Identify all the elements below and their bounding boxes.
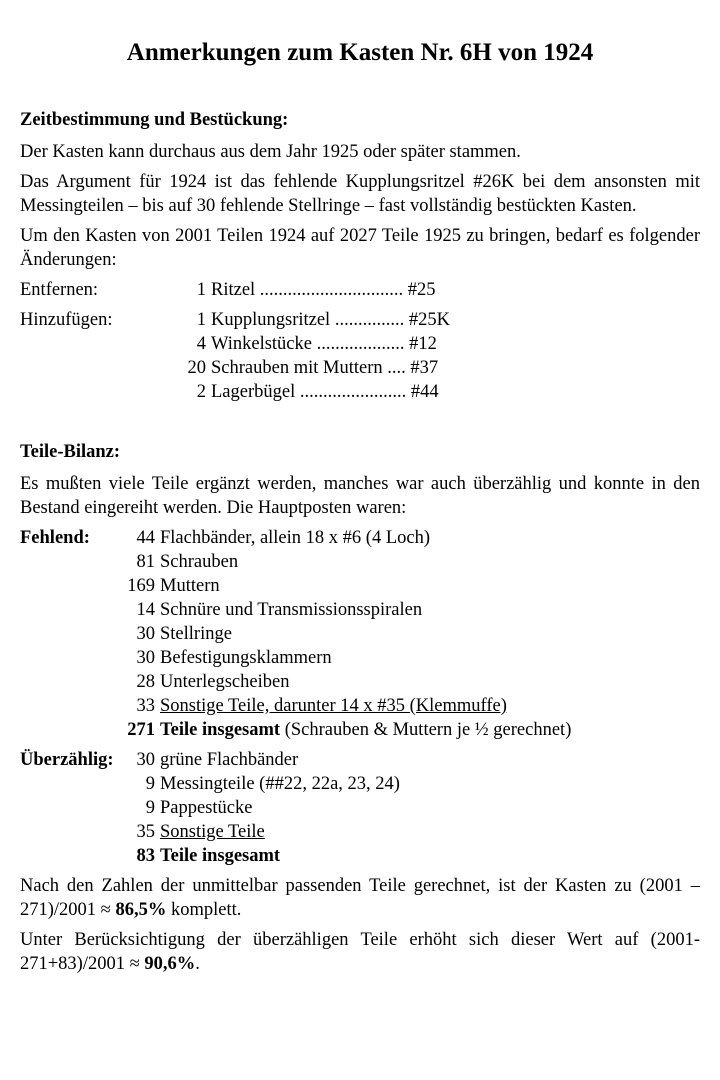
surplus-total-row (20, 844, 700, 868)
add-row (20, 332, 700, 356)
missing-row (20, 622, 700, 646)
underlined-entry (120, 820, 265, 844)
total-label: Teile insgesamt (160, 846, 281, 866)
document-page (20, 0, 700, 982)
paragraph: Der Kasten kann durchaus aus dem Jahr 1925 oder später stammen. (20, 142, 521, 162)
missing-row (20, 670, 700, 694)
qty: 44 (136, 528, 155, 548)
add-row (20, 380, 700, 404)
heading-teile-bilanz: Teile-Bilanz: (20, 442, 121, 462)
paragraph-completeness-adjusted: Unter Berücksichtigung der überzähligen Teile erhöht sich dieser Wert auf (2001-271+83)/2001 ≈ 90,6%. (20, 930, 700, 974)
item-text: Winkelstücke ................... #12 (211, 334, 437, 354)
missing-row (20, 550, 700, 574)
item-text: Sonstige Teile, darunter 14 x #35 (Klemmuffe) (160, 696, 507, 716)
missing-row (20, 646, 700, 670)
item-text: Schrauben (160, 552, 239, 572)
total-label: Teile insgesamt (160, 720, 281, 740)
qty: 9 (145, 774, 155, 794)
paragraph: Es mußten viele Teile ergänzt werden, manches war auch überzählig und konnte in den Bestand eingereiht werden. Die Hauptposten waren: (20, 474, 700, 518)
total-qty: 83 (136, 846, 155, 866)
surplus-row-underlined (20, 820, 700, 844)
qty: 30 (136, 624, 155, 644)
document-title: Anmerkungen zum Kasten Nr. 6H von 1924 (126, 39, 594, 66)
item-text: Befestigungsklammern (160, 648, 332, 668)
missing-row (20, 598, 700, 622)
add-label: Hinzufügen: (20, 310, 113, 330)
missing-row (20, 574, 700, 598)
qty: 35 (136, 822, 155, 842)
percentage-value: 90,6% (144, 954, 196, 974)
qty: 4 (196, 334, 206, 354)
missing-row (20, 526, 700, 550)
qty: 28 (136, 672, 155, 692)
qty: 14 (136, 600, 155, 620)
add-row (20, 356, 700, 380)
total-qty: 271 (127, 720, 155, 740)
qty: 81 (136, 552, 155, 572)
item-text: Schnüre und Transmissionsspiralen (160, 600, 423, 620)
qty: 2 (196, 382, 206, 402)
paragraph: Um den Kasten von 2001 Teilen 1924 auf 2027 Teile 1925 zu bringen, bedarf es folgender Änderungen: (20, 226, 700, 270)
missing-label: Fehlend: (20, 528, 90, 548)
missing-total-row (20, 718, 700, 742)
qty: 169 (127, 576, 155, 596)
qty: 33 (136, 696, 155, 716)
qty: 1 (196, 280, 206, 300)
qty: 1 (196, 310, 206, 330)
total-note: (Schrauben & Muttern je ½ gerechnet) (284, 720, 572, 740)
item-text: Schrauben mit Muttern .... #37 (211, 358, 439, 378)
remove-row (20, 278, 700, 302)
underlined-entry (120, 694, 507, 718)
item-text: Ritzel ............................... #25 (211, 280, 436, 300)
qty: 20 (187, 358, 206, 378)
item-text: grüne Flachbänder (160, 750, 299, 770)
missing-row-underlined (20, 694, 700, 718)
item-text: Kupplungsritzel ............... #25K (211, 310, 450, 330)
item-text: Stellringe (160, 624, 232, 644)
item-text: Pappestücke (160, 798, 253, 818)
item-text: Messingteile (##22, 22a, 23, 24) (160, 774, 400, 794)
remove-label: Entfernen: (20, 280, 99, 300)
item-text: Unterlegscheiben (160, 672, 290, 692)
surplus-row (20, 748, 700, 772)
surplus-row (20, 772, 700, 796)
qty: 9 (145, 798, 155, 818)
paragraph-completeness: Nach den Zahlen der unmittelbar passenden Teile gerechnet, ist der Kasten zu (2001 – 271)/2001 ≈ 86,5% komplett. (20, 876, 700, 920)
heading-zeitbestimmung: Zeitbestimmung und Bestückung: (20, 110, 289, 130)
qty: 30 (136, 648, 155, 668)
item-text: Muttern (160, 576, 220, 596)
surplus-label: Überzählig: (20, 750, 114, 770)
item-text: Sonstige Teile (160, 822, 265, 842)
surplus-row (20, 796, 700, 820)
add-row (20, 308, 700, 332)
item-text: Lagerbügel ....................... #44 (211, 382, 439, 402)
percentage-value: 86,5% (115, 900, 167, 920)
item-text: Flachbänder, allein 18 x #6 (4 Loch) (160, 528, 430, 548)
paragraph: Das Argument für 1924 ist das fehlende Kupplungsritzel #26K bei dem ansonsten mit Messingteilen – bis auf 30 fehlende Stellringe – fast vollständig bestückten Kasten. (20, 172, 700, 216)
qty: 30 (136, 750, 155, 770)
